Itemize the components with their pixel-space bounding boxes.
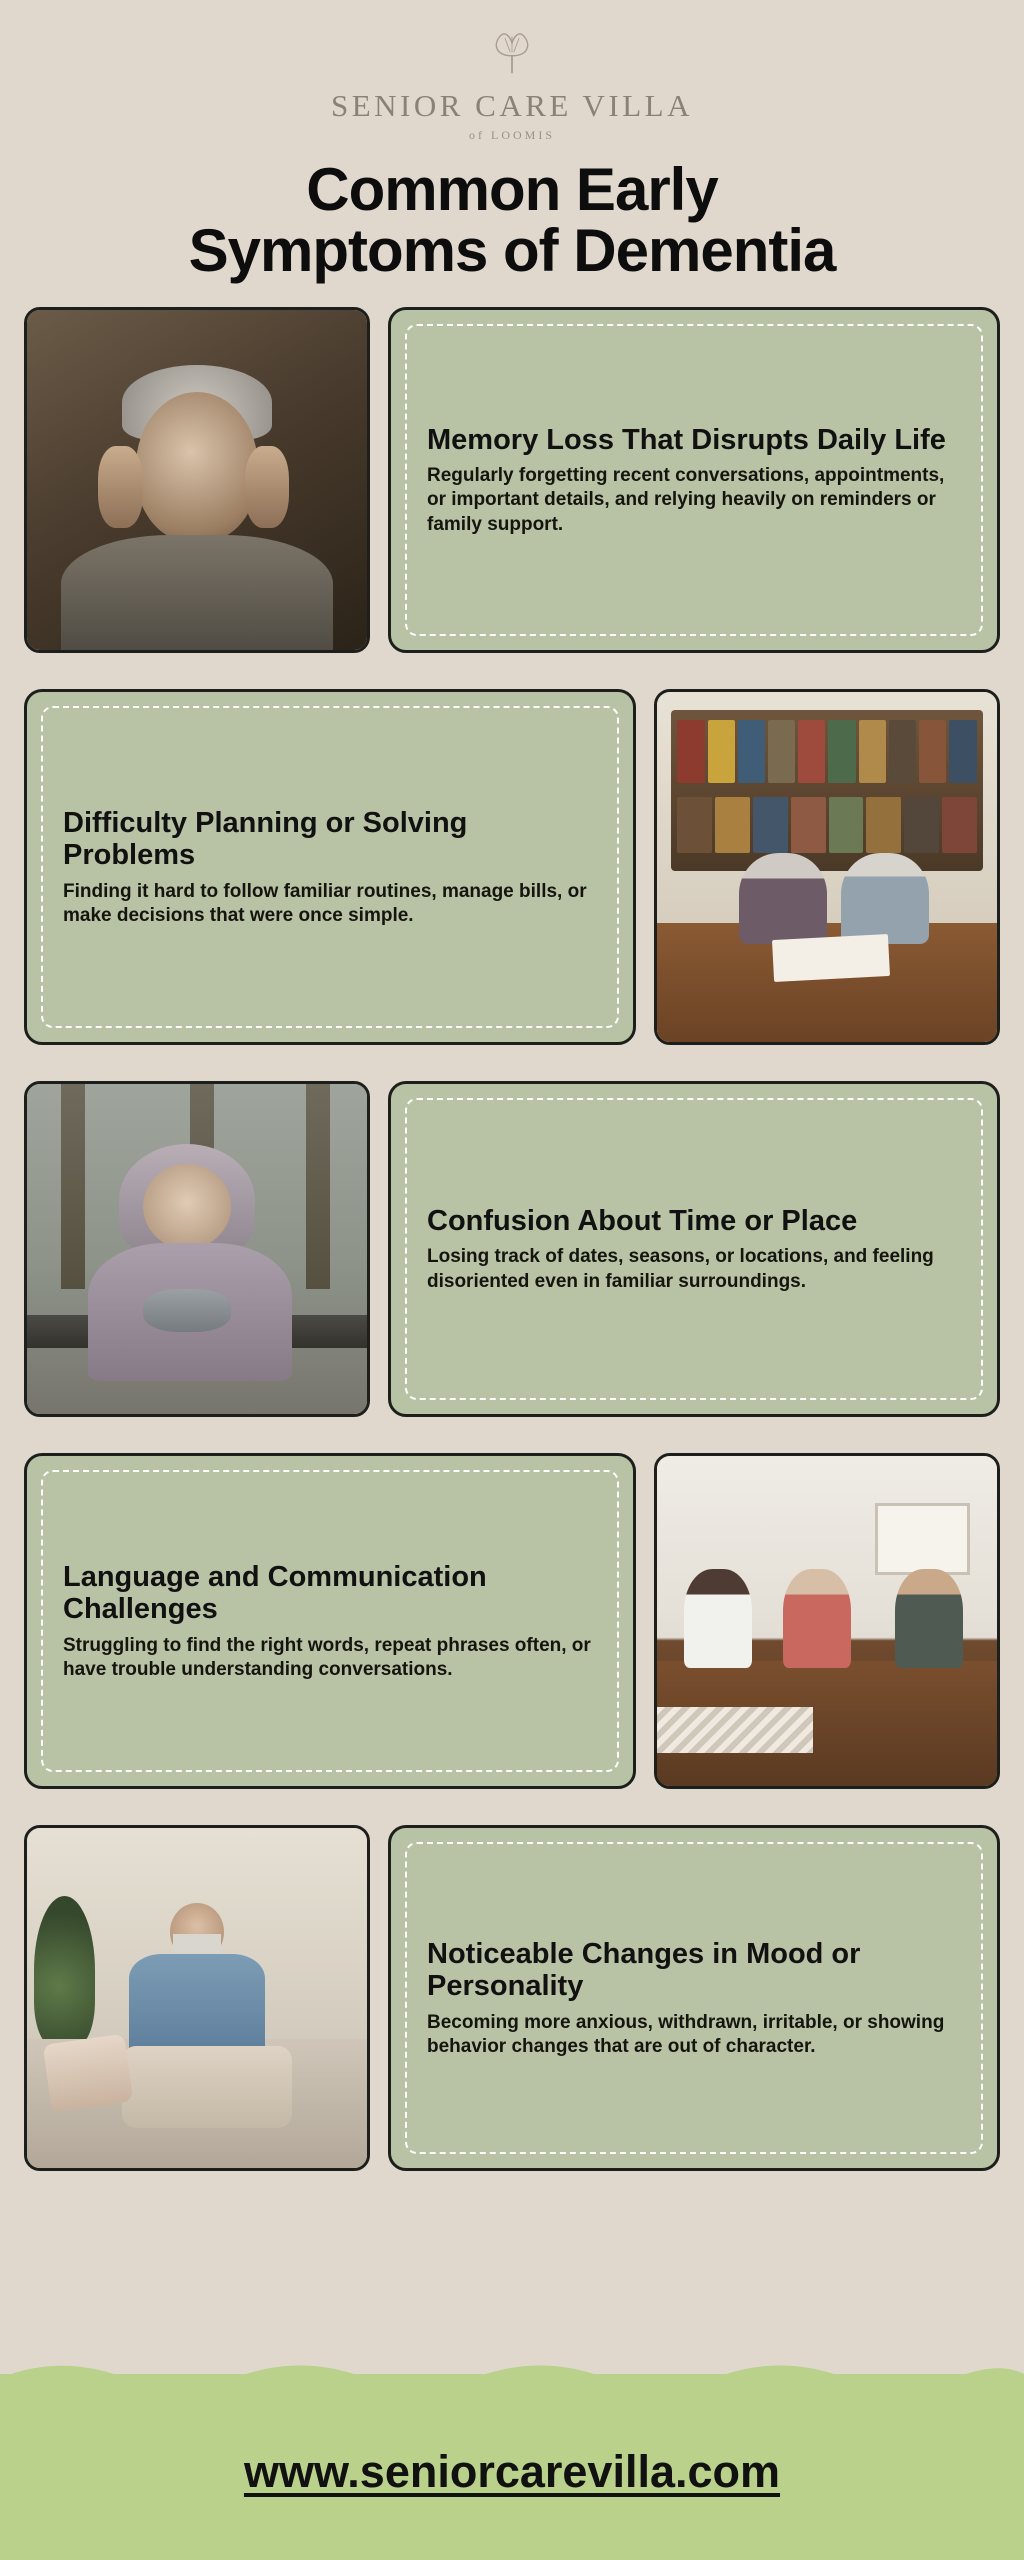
list-item	[24, 689, 1000, 1045]
symptom-body-5: Becoming more anxious, withdrawn, irritable, or showing behavior changes that are out of character.	[427, 2011, 945, 2057]
symptom-card-4	[24, 1453, 636, 1789]
symptom-title-4: Language and Communication Challenges	[63, 1560, 487, 1626]
website-link[interactable]: www.seniorcarevilla.com	[243, 2446, 781, 2497]
list-item	[24, 307, 1000, 653]
symptom-card-3	[388, 1081, 1000, 1417]
page-title-line-1: Common Early	[306, 156, 718, 223]
symptom-image-5	[24, 1825, 370, 2171]
footer	[0, 2374, 1024, 2560]
symptom-title-3: Confusion About Time or Place	[427, 1204, 858, 1237]
list-item	[24, 1081, 1000, 1417]
symptom-image-3	[24, 1081, 370, 1417]
symptom-card-2	[24, 689, 636, 1045]
symptom-image-4	[654, 1453, 1000, 1789]
symptom-list	[0, 307, 1024, 2171]
page-title	[0, 156, 1024, 285]
symptom-title-2: Difficulty Planning or Solving Problems	[63, 806, 468, 872]
symptom-image-1	[24, 307, 370, 653]
symptom-body-4: Struggling to find the right words, repeat phrases often, or have trouble understanding conversations.	[63, 1634, 591, 1680]
symptom-image-2	[654, 689, 1000, 1045]
wave-divider-icon	[0, 2358, 1024, 2392]
brand-subtitle: of LOOMIS	[469, 128, 555, 142]
symptom-card-5	[388, 1825, 1000, 2171]
brand-name: SENIOR CARE VILLA	[330, 88, 694, 123]
list-item	[24, 1825, 1000, 2171]
symptom-title-5: Noticeable Changes in Mood or Personality	[427, 1937, 861, 2003]
ginkgo-leaf-icon	[484, 26, 540, 82]
list-item	[24, 1453, 1000, 1789]
page-title-line-2: Symptoms of Dementia	[188, 217, 836, 285]
symptom-title-1: Memory Loss That Disrupts Daily Life	[427, 423, 946, 456]
symptom-body-2: Finding it hard to follow familiar routines, manage bills, or make decisions that were once simple.	[63, 880, 587, 926]
brand-header	[0, 0, 1024, 143]
symptom-card-1	[388, 307, 1000, 653]
symptom-body-3: Losing track of dates, seasons, or locations, and feeling disoriented even in familiar surroundings.	[427, 1246, 934, 1292]
symptom-body-1: Regularly forgetting recent conversations, appointments, or important details, and relying heavily on reminders or family support.	[427, 465, 945, 535]
